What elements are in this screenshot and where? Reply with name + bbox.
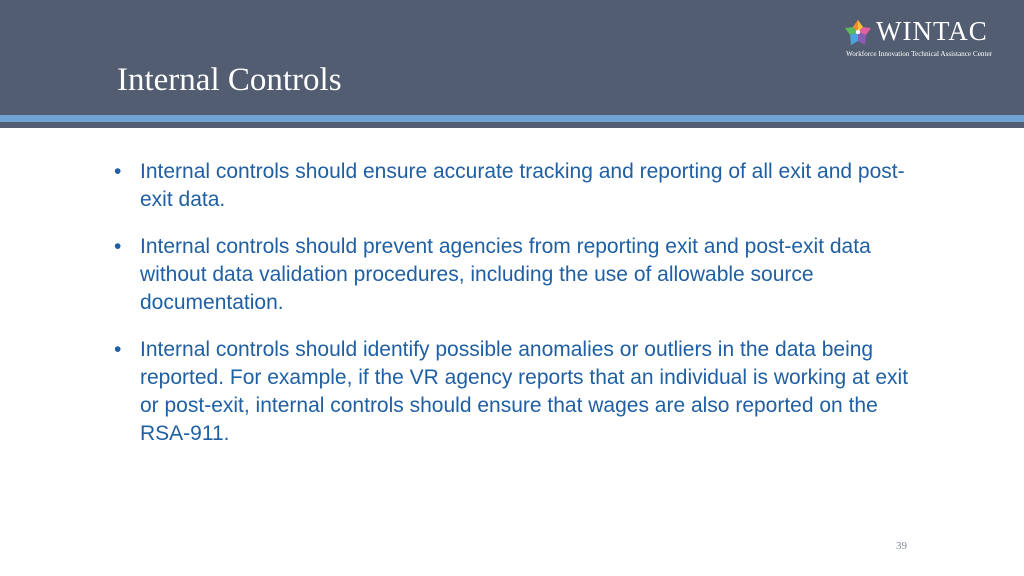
slide-title: Internal Controls bbox=[117, 62, 342, 98]
page-number: 39 bbox=[896, 540, 907, 552]
wintac-logo-icon bbox=[843, 18, 873, 48]
bullet-marker: • bbox=[114, 160, 122, 183]
logo-subtitle: Workforce Innovation Technical Assistance Center bbox=[846, 50, 993, 58]
wintac-logo bbox=[843, 16, 1013, 62]
logo-name: WINTAC bbox=[876, 16, 988, 46]
bullet-marker: • bbox=[114, 235, 122, 258]
header-accent-stripe bbox=[0, 115, 1024, 122]
bullet-text: Internal controls should prevent agencies from reporting exit and post-exit data without data validation procedures, including the use of allowable source documentation. bbox=[140, 235, 871, 314]
bullet-item bbox=[112, 336, 912, 448]
bullet-list bbox=[112, 158, 912, 467]
bullet-text: Internal controls should ensure accurate tracking and reporting of all exit and post-exit data. bbox=[140, 160, 905, 211]
bullet-marker: • bbox=[114, 338, 122, 361]
slide-header bbox=[0, 0, 1024, 115]
bullet-text: Internal controls should identify possible anomalies or outliers in the data being reported. For example, if the VR agency reports that an individual is working at exit or post-exit, internal controls should ensure that wages are also reported on the RSA-911. bbox=[140, 338, 909, 445]
bullet-item bbox=[112, 233, 912, 317]
header-divider bbox=[0, 122, 1024, 128]
bullet-item bbox=[112, 158, 912, 214]
